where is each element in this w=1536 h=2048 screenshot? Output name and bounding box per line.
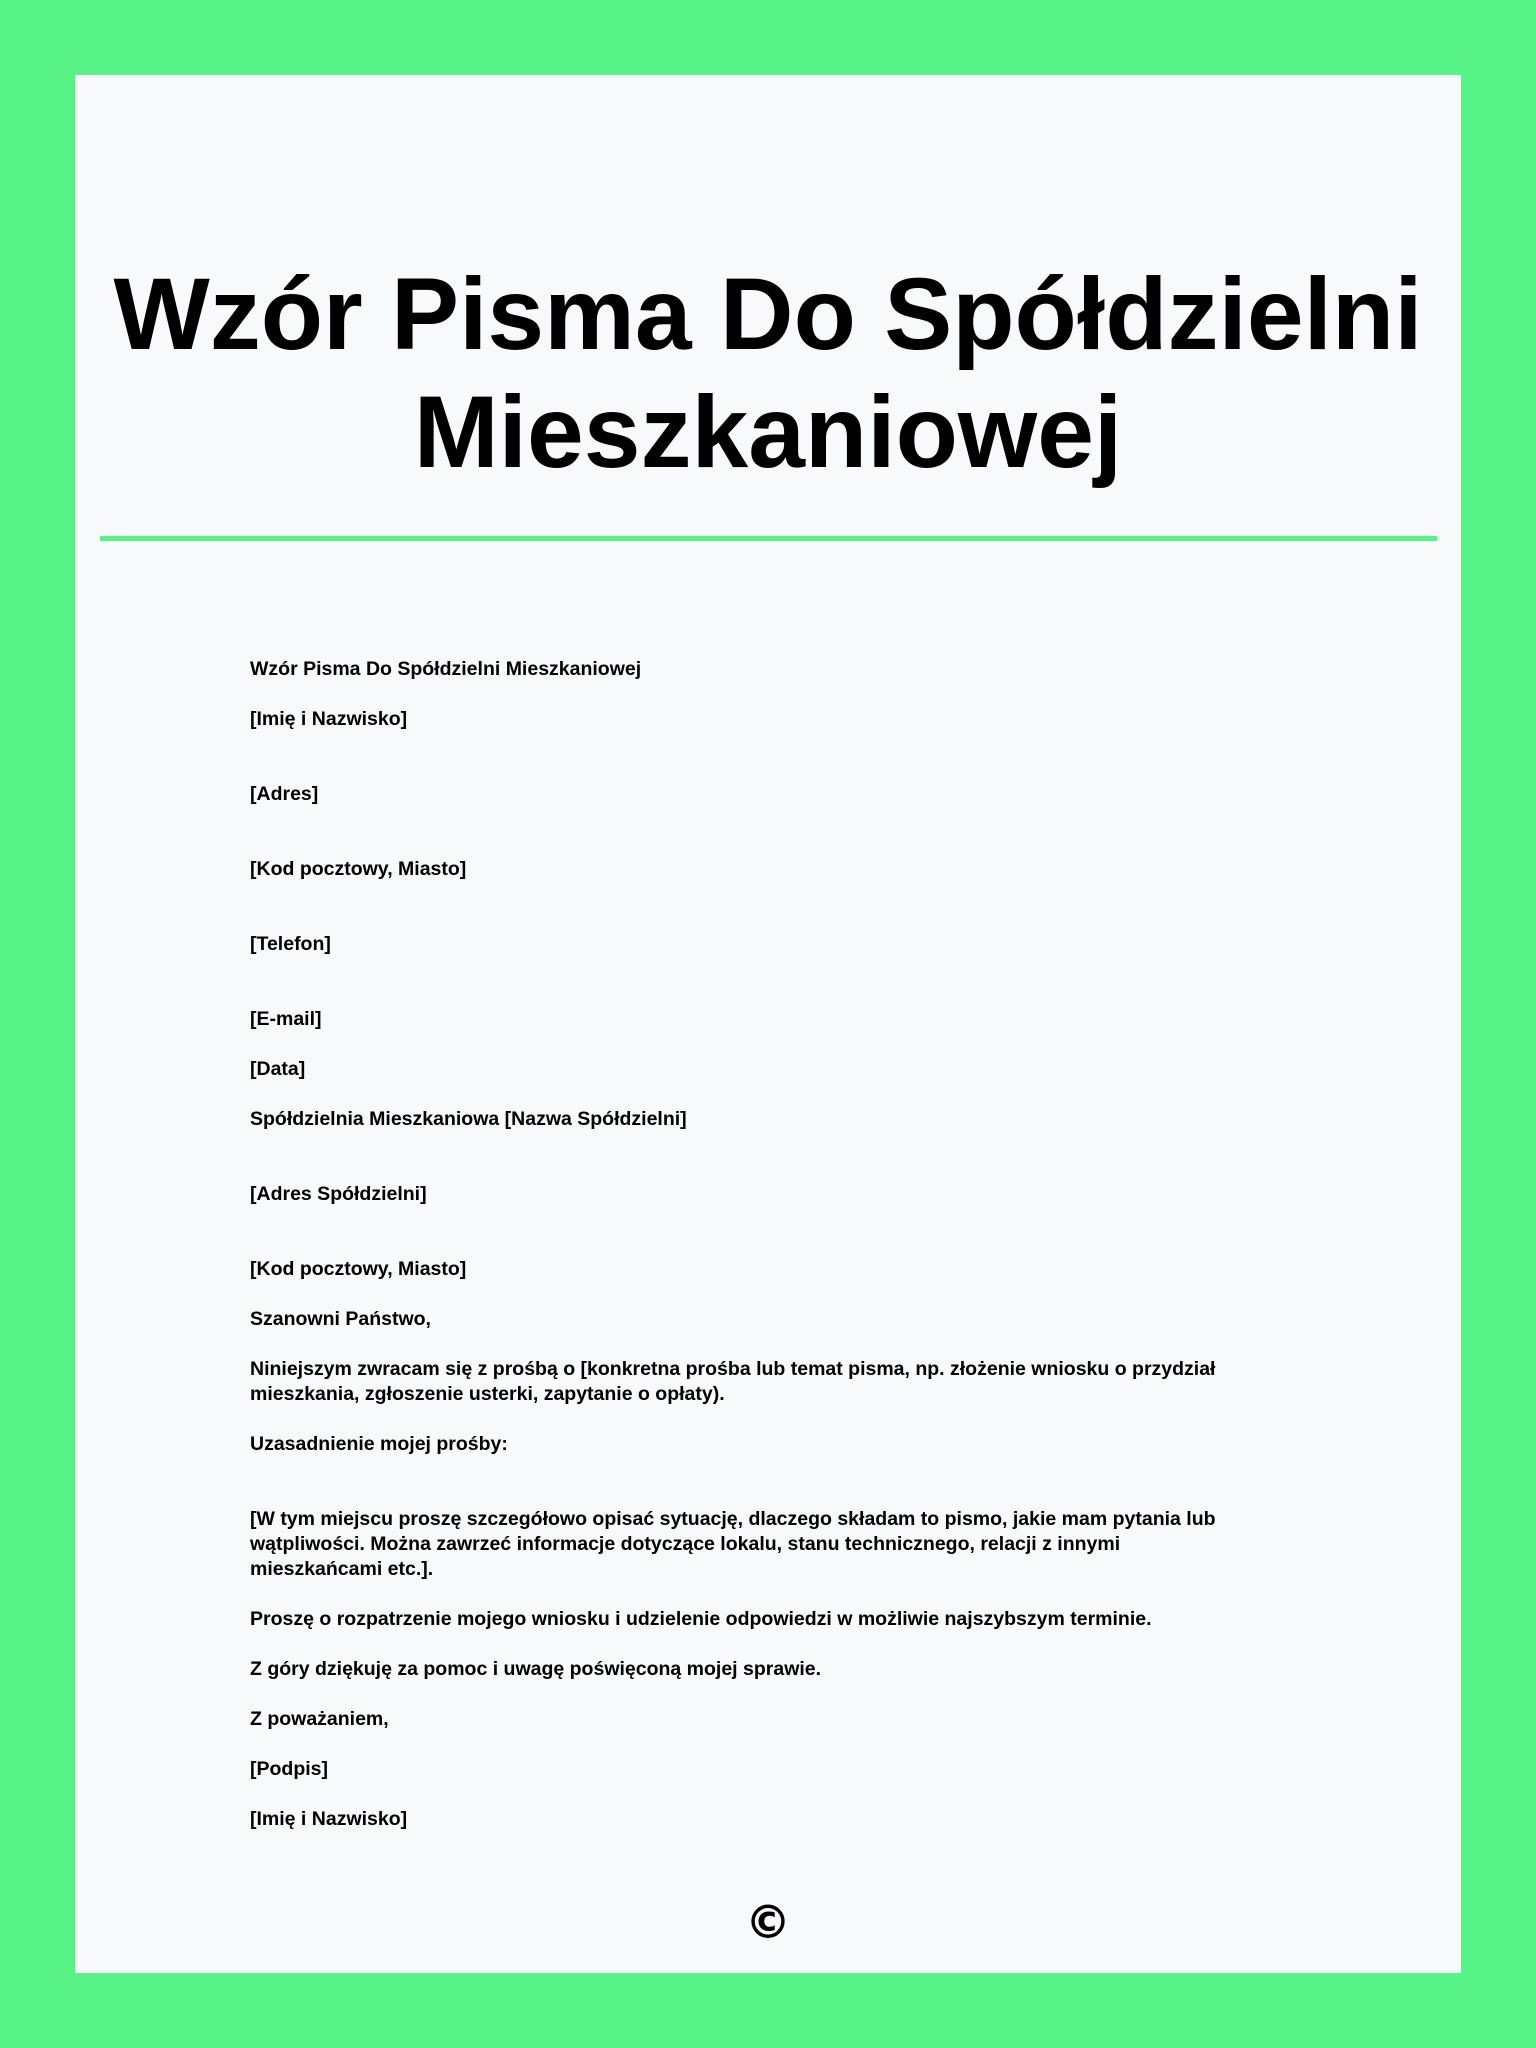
recipient-address: [Adres Spółdzielni] xyxy=(250,1183,427,1205)
sender-name: [Imię i Nazwisko] xyxy=(250,708,408,730)
letter-heading: Wzór Pisma Do Spółdzielni Mieszkaniowej xyxy=(250,658,642,680)
sender-postal-city: [Kod pocztowy, Miasto] xyxy=(250,858,467,880)
justification-heading: Uzasadnienie mojej prośby: xyxy=(250,1433,508,1455)
copyright-icon: © xyxy=(745,1895,791,1949)
document-title: Wzór Pisma Do Spółdzielni Mieszkaniowej xyxy=(113,257,1423,489)
thanks-line: Z góry dziękuję za pomoc i uwagę poświęconą mojej sprawie. xyxy=(250,1658,822,1680)
recipient-postal-city: [Kod pocztowy, Miasto] xyxy=(250,1258,467,1280)
request-paragraph: Niniejszym zwracam się z prośbą o [konkretna prośba lub temat pisma, np. złożenie wniosku o przydział mieszkania, zgłoszenie usterki, zapytanie o opłaty). xyxy=(250,1358,1216,1405)
salutation: Szanowni Państwo, xyxy=(250,1308,431,1330)
sender-phone: [Telefon] xyxy=(250,933,331,955)
consideration-request: Proszę o rozpatrzenie mojego wniosku i udzielenie odpowiedzi w możliwie najszybszym terminie. xyxy=(250,1608,1152,1630)
justification-paragraph: [W tym miejscu proszę szczegółowo opisać sytuację, dlaczego składam to pismo, jakie mam pytania lub wątpliwości. Można zawrzeć informacje dotyczące lokalu, stanu technicznego, relacji z innymi mieszkańcami etc.]. xyxy=(250,1508,1216,1580)
signer-name: [Imię i Nazwisko] xyxy=(250,1808,408,1830)
letter-date: [Data] xyxy=(250,1058,306,1080)
sender-email: [E-mail] xyxy=(250,1008,322,1030)
recipient-name: Spółdzielnia Mieszkaniowa [Nazwa Spółdzielni] xyxy=(250,1108,687,1130)
sender-address: [Adres] xyxy=(250,783,319,805)
document-page xyxy=(75,75,1461,1973)
closing: Z poważaniem, xyxy=(250,1708,389,1730)
signature-placeholder: [Podpis] xyxy=(250,1758,328,1780)
title-divider xyxy=(100,536,1437,541)
